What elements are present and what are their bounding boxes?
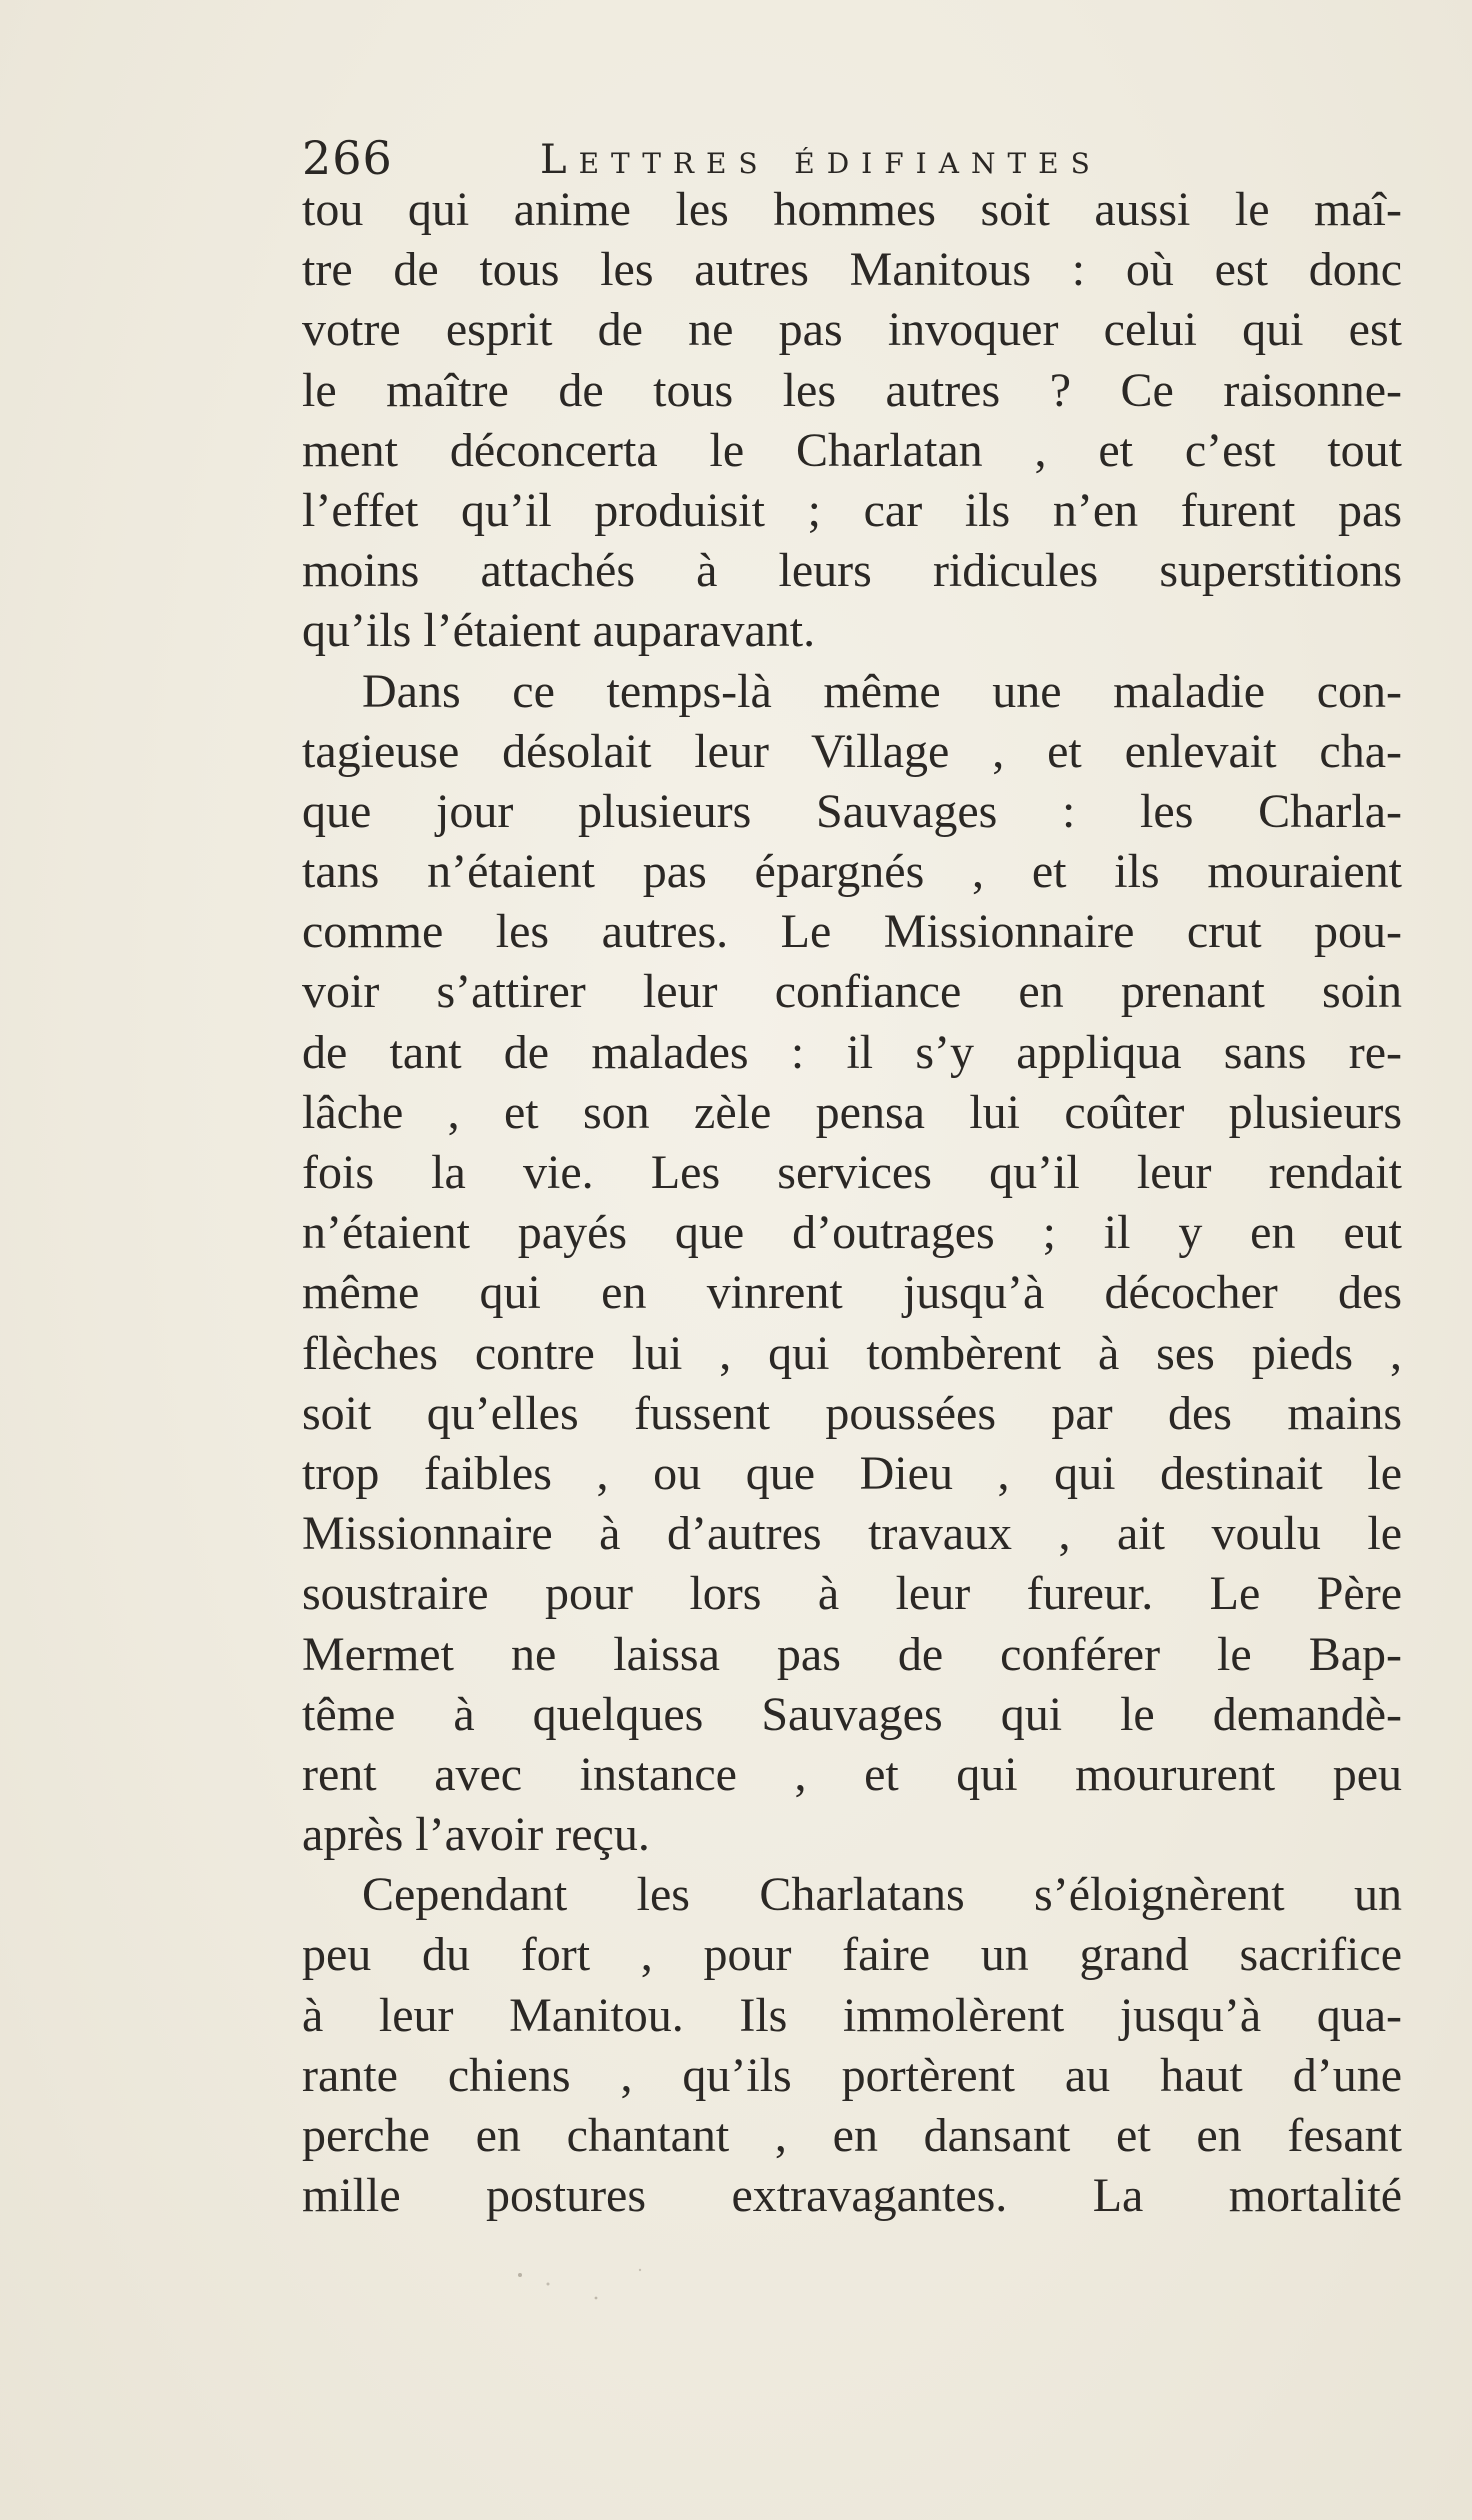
- text-line-28: après l’avoir reçu.: [302, 1808, 650, 1862]
- text-line-23: Missionnaire à d’autres travaux , ait voulu le: [302, 1507, 1402, 1561]
- text-line-27: rent avec instance , et qui moururent peu: [302, 1747, 1402, 1801]
- page-number: 266: [302, 131, 393, 185]
- text-line-26: tême à quelques Sauvages qui le demandè-: [302, 1687, 1402, 1741]
- text-line-30: peu du fort , pour faire un grand sacrifice: [302, 1928, 1402, 1982]
- text-line-14: voir s’attirer leur confiance en prenant soin: [302, 965, 1402, 1019]
- text-line-25: Mermet ne laissa pas de conférer le Bap-: [302, 1627, 1402, 1681]
- text-line-17: fois la vie. Les services qu’il leur rendait: [302, 1146, 1402, 1199]
- text-line-20: flèches contre lui , qui tombèrent à ses pieds ,: [302, 1326, 1402, 1380]
- text-line-2: tre de tous les autres Manitous : où est donc: [302, 243, 1402, 297]
- text-line-12: tans n’étaient pas épargnés , et ils mouraient: [302, 845, 1402, 899]
- text-line-7: moins attachés à leurs ridicules superstitions: [302, 544, 1402, 598]
- text-line-16: lâche , et son zèle pensa lui coûter plusieurs: [302, 1085, 1402, 1139]
- body-text: [302, 180, 1402, 2226]
- paper-specks: [500, 2180, 900, 2320]
- text-line-13: comme les autres. Le Missionnaire crut pou-: [302, 905, 1402, 959]
- text-line-3: votre esprit de ne pas invoquer celui qui est: [302, 303, 1402, 357]
- text-line-31: à leur Manitou. Ils immolèrent jusqu’à qua-: [302, 1988, 1402, 2042]
- text-line-5: ment déconcerta le Charlatan , et c’est tout: [302, 423, 1402, 477]
- text-line-1: tou qui anime les hommes soit aussi le maî-: [302, 183, 1402, 236]
- text-line-15: de tant de malades : il s’y appliqua sans re-: [302, 1025, 1402, 1079]
- text-line-19: même qui en vinrent jusqu’à décocher des: [302, 1266, 1402, 1320]
- text-line-34: mille postures extravagantes. La mortalité: [302, 2169, 1402, 2223]
- running-title: Lettres édifiantes: [540, 137, 1102, 183]
- text-line-6: l’effet qu’il produisit ; car ils n’en furent pas: [302, 483, 1402, 537]
- text-line-24: soustraire pour lors à leur fureur. Le Père: [302, 1567, 1402, 1621]
- page-header: [302, 128, 1402, 188]
- text-line-32: rante chiens , qu’ils portèrent au haut d’une: [302, 2048, 1402, 2102]
- text-line-22: trop faibles , ou que Dieu , qui destinait le: [302, 1446, 1402, 1500]
- text-line-9: Dans ce temps-là même une maladie con-: [362, 664, 1402, 718]
- text-line-33: perche en chantant , en dansant et en fesant: [302, 2109, 1402, 2162]
- text-line-4: le maître de tous les autres ? Ce raisonne-: [302, 363, 1402, 417]
- text-line-11: que jour plusieurs Sauvages : les Charla-: [302, 784, 1402, 838]
- text-line-10: tagieuse désolait leur Village , et enlevait cha-: [302, 724, 1402, 778]
- text-line-8: qu’ils l’étaient auparavant.: [302, 604, 816, 658]
- text-line-21: soit qu’elles fussent poussées par des mains: [302, 1386, 1402, 1440]
- text-line-18: n’étaient payés que d’outrages ; il y en eut: [302, 1206, 1402, 1260]
- text-line-29: Cependant les Charlatans s’éloignèrent un: [362, 1868, 1402, 1922]
